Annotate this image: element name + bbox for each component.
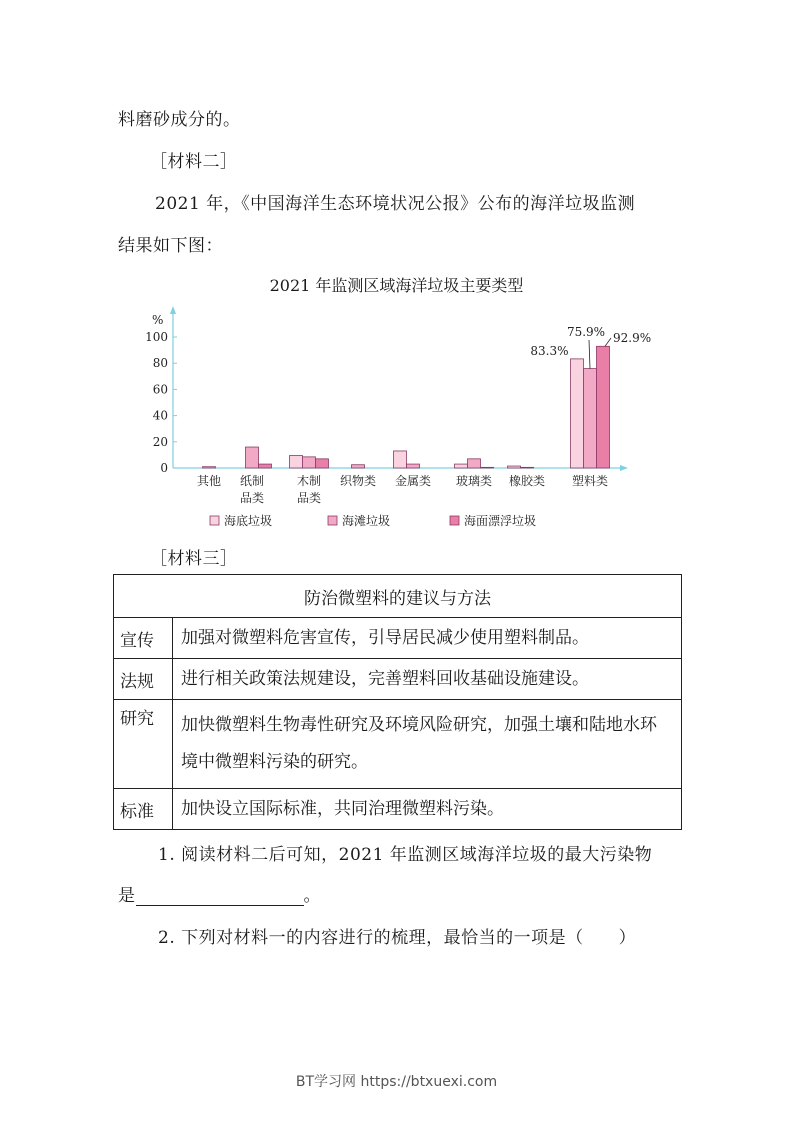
bar [455,464,468,468]
bar [394,451,407,468]
row-key: 标准 [114,789,173,830]
svg-text:玻璃类: 玻璃类 [455,474,493,488]
bar [407,464,420,468]
svg-text:金属类: 金属类 [394,474,432,488]
bar [481,467,494,468]
question-1-line-2 [118,881,321,906]
svg-text:20: 20 [152,434,168,449]
row-value: 加快设立国际标准，共同治理微塑料污染。 [173,789,682,830]
question-1-suffix: 。 [303,886,321,906]
bar-chart [0,300,793,540]
row-key: 法规 [114,659,173,700]
bar [352,465,365,468]
bar [290,456,303,468]
material-2-intro-line-1: 2021 年，《中国海洋生态环境状况公报》公布的海洋垃圾监测 [155,194,636,214]
svg-text:品类: 品类 [296,491,322,505]
bar [508,466,521,468]
material-3-heading: ［材料三］ [150,549,238,569]
table-row [114,659,682,700]
svg-text:0: 0 [160,461,168,475]
question-1-line-1: 1. 阅读材料二后可知，2021 年监测区域海洋垃圾的最大污染物 [158,845,653,865]
bar [468,459,481,468]
table-row [114,789,682,830]
svg-text:橡胶类: 橡胶类 [508,474,546,488]
table-row [114,700,682,789]
bar [246,447,259,468]
bar [597,346,610,468]
material-2-intro-line-2: 结果如下图： [118,236,223,256]
bar [521,467,534,468]
svg-text:60: 60 [152,382,168,397]
material-2-heading: ［材料二］ [150,152,238,172]
bar [203,467,216,468]
advice-table [113,574,682,830]
svg-text:92.9%: 92.9% [613,331,652,345]
row-value: 加强对微塑料危害宣传，引导居民减少使用塑料制品。 [173,618,682,659]
svg-text:品类: 品类 [239,491,265,505]
row-value: 加快微塑料生物毒性研究及环境风险研究，加强土壤和陆地水环境中微塑料污染的研究。 [173,700,682,789]
svg-text:%: % [152,313,164,327]
table-row [114,618,682,659]
row-value: 进行相关政策法规建设，完善塑料回收基础设施建设。 [173,659,682,700]
svg-text:75.9%: 75.9% [566,325,606,339]
bar [259,464,272,468]
svg-text:83.3%: 83.3% [530,343,569,358]
svg-text:40: 40 [152,408,168,423]
svg-text:塑料类: 塑料类 [571,474,609,488]
svg-text:海滩垃圾: 海滩垃圾 [342,514,391,528]
footer-watermark: BT学习网 https://btxuexi.com [295,1074,498,1090]
svg-text:纸制: 纸制 [239,474,265,488]
question-1-prefix: 是 [118,886,136,906]
svg-text:100: 100 [145,330,168,344]
svg-text:海底垃圾: 海底垃圾 [224,514,273,528]
bar [571,359,584,468]
paragraph-continuation: 料磨砂成分的。 [118,110,241,130]
row-key: 研究 [114,700,173,789]
table-title: 防治微塑料的建议与方法 [114,575,682,618]
question-2: 2. 下列对材料一的内容进行的梳理，最恰当的一项是（ ） [158,928,637,948]
row-key: 宣传 [114,618,173,659]
svg-text:80: 80 [152,356,168,371]
bar [303,457,316,468]
chart-title: 2021 年监测区域海洋垃圾主要类型 [269,276,524,295]
svg-text:织物类: 织物类 [339,474,377,488]
svg-text:其他: 其他 [196,474,222,488]
answer-blank[interactable] [136,888,304,906]
svg-text:木制: 木制 [296,474,322,488]
svg-text:海面漂浮垃圾: 海面漂浮垃圾 [464,514,537,528]
bar [316,459,329,468]
bar [584,369,597,468]
